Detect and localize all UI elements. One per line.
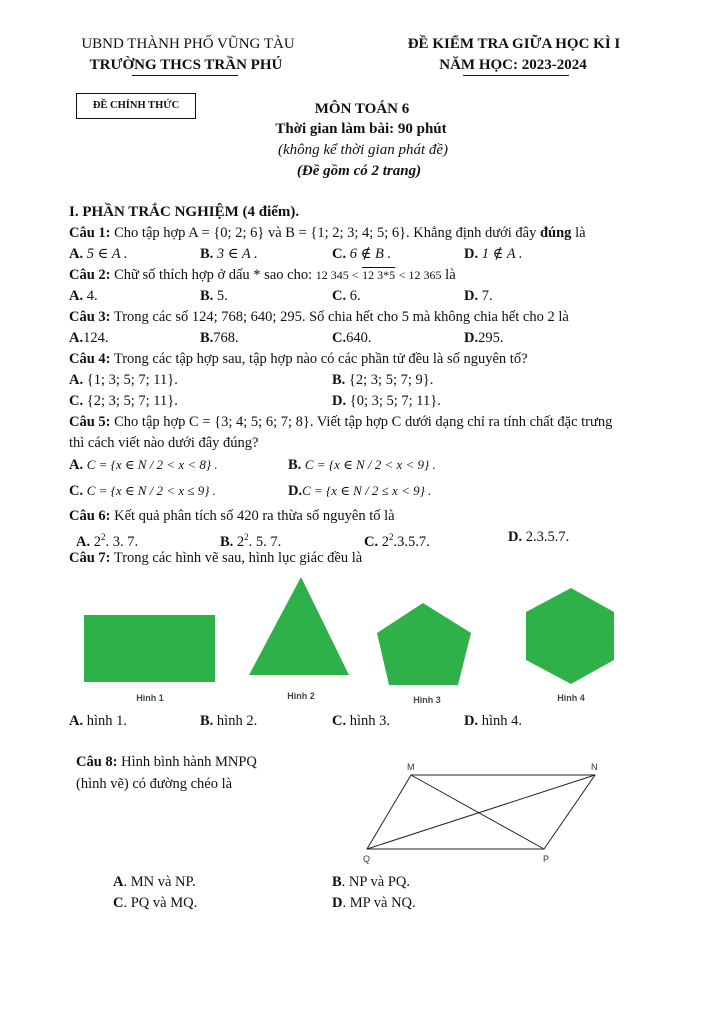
q7-option-d[interactable] — [464, 712, 522, 730]
q5-option-c[interactable] — [69, 482, 216, 500]
q5-a-value: C = {x ∈ N / 2 < x < 8} . — [86, 457, 218, 472]
question-1 — [69, 224, 586, 242]
q6-b-pre: 2 — [233, 533, 245, 550]
q6-a-label: A. — [76, 533, 91, 550]
q6-b-label: B. — [220, 533, 234, 550]
q1-a-label: A. — [69, 246, 84, 262]
official-badge: ĐỀ CHÍNH THỨC — [76, 93, 196, 119]
q4-c-value: {2; 3; 5; 7; 11}. — [83, 393, 178, 409]
page-count: (Đề gồm có 2 trang) — [296, 163, 422, 179]
q7-c-value: hình 3. — [346, 713, 391, 729]
q4-a-label: A. — [69, 372, 84, 388]
q6-option-b[interactable] — [220, 528, 281, 551]
q1-d-label: D. — [464, 246, 479, 262]
question-5-line2: thì cách viết nào dưới đây đúng? — [69, 435, 259, 451]
question-7 — [69, 549, 362, 567]
q7-text: Trong các hình vẽ sau, hình lục giác đều là — [110, 550, 363, 566]
q5-d-value: C = {x ∈ N / 2 ≤ x < 9} . — [302, 483, 432, 498]
q8-text: Hình bình hành MNPQ — [117, 754, 257, 770]
question-8 — [76, 753, 257, 771]
q1-tail: là — [571, 225, 586, 241]
q8-d-label: D — [332, 895, 343, 911]
q8-option-a[interactable] — [113, 873, 196, 891]
question-8-line2: (hình vẽ) có đường chéo là — [76, 776, 233, 792]
q5-c-value: C = {x ∈ N / 2 < x ≤ 9} . — [86, 483, 216, 498]
q2-b-label: B. — [200, 288, 214, 304]
pentagon-shape — [377, 603, 471, 685]
q2-expr-mid: 12 3*5 — [362, 268, 396, 282]
q8-b-label: B — [332, 874, 342, 890]
q3-a-value: 124. — [83, 330, 109, 346]
q1-c-value: 6 ∉ B . — [349, 246, 392, 262]
school-year: NĂM HỌC: 2023-2024 — [439, 57, 587, 73]
time-limit: Thời gian làm bài: 90 phút — [275, 121, 447, 137]
q2-tail: là — [441, 267, 456, 283]
q6-option-d[interactable] — [508, 528, 569, 546]
q2-option-d[interactable] — [464, 287, 493, 305]
figure-1-caption: Hình 1 — [136, 693, 164, 703]
section-title: I. PHẦN TRẮC NGHIỆM (4 điểm). — [69, 204, 300, 220]
q5-c-label: C. — [69, 483, 84, 499]
q2-a-label: A. — [69, 288, 84, 304]
q3-option-c[interactable] — [332, 329, 371, 347]
q8-a-value: . MN và NP. — [123, 874, 196, 890]
vertex-n-label: N — [591, 762, 598, 772]
q3-c-label: C. — [332, 330, 347, 346]
time-note: (không kể thời gian phát đề) — [277, 142, 449, 158]
q6-c-post: .3.5.7. — [393, 533, 430, 550]
q8-a-label: A — [113, 874, 124, 890]
q7-b-value: hình 2. — [213, 713, 258, 729]
q7-a-value: hình 1. — [83, 713, 128, 729]
q3-b-value: 768. — [213, 330, 239, 346]
q5-text: Cho tập hợp C = {3; 4; 5; 6; 7; 8}. Viết tập hợp C dưới dạng chỉ ra tính chất đặc trưng — [110, 414, 613, 430]
q4-d-value: {0; 3; 5; 7; 11}. — [346, 393, 441, 409]
department-name: UBND THÀNH PHỐ VŨNG TÀU — [81, 36, 295, 52]
q7-a-label: A. — [69, 713, 84, 729]
q8-option-d[interactable] — [332, 894, 416, 912]
q7-label: Câu 7: — [69, 550, 111, 566]
q1-a-value: 5 ∈ A . — [86, 246, 128, 262]
q4-c-label: C. — [69, 393, 84, 409]
q4-label: Câu 4: — [69, 351, 111, 367]
q4-b-label: B. — [332, 372, 346, 388]
q2-text: Chữ số thích hợp ở dấu * sao cho: — [110, 267, 316, 283]
q5-option-a[interactable] — [69, 456, 218, 474]
q2-option-b[interactable] — [200, 287, 228, 305]
q4-d-label: D. — [332, 393, 347, 409]
q1-option-c[interactable] — [332, 245, 391, 263]
subject-title: MÔN TOÁN 6 — [314, 101, 410, 117]
q6-c-label: C. — [364, 533, 379, 550]
q1-emph: đúng — [539, 225, 572, 241]
rectangle-shape — [84, 615, 215, 682]
q2-c-label: C. — [332, 288, 347, 304]
q3-b-label: B. — [200, 330, 214, 346]
q3-option-b[interactable] — [200, 329, 239, 347]
q8-label: Câu 8: — [76, 754, 118, 770]
q2-a-value: 4. — [83, 288, 98, 304]
q5-option-d[interactable] — [288, 482, 431, 500]
q6-c-sup: 2 — [388, 532, 394, 542]
q4-text: Trong các tập hợp sau, tập hợp nào có các phần tử đều là số nguyên tố? — [110, 351, 528, 367]
q3-option-d[interactable] — [464, 329, 503, 347]
q2-option-c[interactable] — [332, 287, 361, 305]
q8-c-label: C — [113, 895, 124, 911]
q2-d-label: D. — [464, 288, 479, 304]
q1-b-value: 3 ∈ A . — [216, 246, 258, 262]
q4-option-c[interactable] — [69, 392, 178, 410]
q5-b-value: C = {x ∈ N / 2 < x < 9} . — [304, 457, 436, 472]
triangle-shape — [249, 577, 349, 675]
q5-d-label: D. — [288, 483, 303, 499]
year-underline — [463, 75, 569, 76]
q7-option-c[interactable] — [332, 712, 390, 730]
q2-option-a[interactable] — [69, 287, 98, 305]
school-underline — [132, 75, 238, 76]
q4-option-a[interactable] — [69, 371, 178, 389]
q6-label: Câu 6: — [69, 508, 111, 524]
q2-expr-left: 12 345 < — [315, 268, 359, 282]
q4-a-value: {1; 3; 5; 7; 11}. — [83, 372, 178, 388]
q1-text: Cho tập hợp A = {0; 2; 6} và B = {1; 2; 3; 4; 5; 6}. Khẳng định dưới đây — [110, 225, 540, 241]
q2-label: Câu 2: — [69, 267, 111, 283]
q8-c-value: . PQ và MQ. — [123, 895, 198, 911]
q8-d-value: . MP và NQ. — [342, 895, 416, 911]
figure-2-caption: Hình 2 — [287, 691, 315, 701]
hexagon-shape — [526, 588, 614, 684]
q6-option-a[interactable] — [76, 528, 138, 551]
q2-c-value: 6. — [346, 288, 361, 304]
q6-c-pre: 2 — [378, 533, 389, 550]
q7-d-label: D. — [464, 713, 479, 729]
q6-text: Kết quả phân tích số 420 ra thừa số nguyên tố là — [110, 508, 395, 524]
question-2 — [69, 266, 456, 284]
q4-option-b[interactable] — [332, 371, 433, 389]
q1-option-b[interactable] — [200, 245, 258, 263]
q1-b-label: B. — [200, 246, 214, 262]
q7-d-value: hình 4. — [478, 713, 523, 729]
figure-3-caption: Hình 3 — [413, 695, 441, 705]
vertex-m-label: M — [407, 762, 415, 772]
question-3 — [69, 308, 569, 326]
q6-option-c[interactable] — [364, 528, 430, 551]
q6-a-post: . 3. 7. — [105, 533, 139, 550]
q7-option-a[interactable] — [69, 712, 127, 730]
q1-d-value: 1 ∉ A . — [481, 246, 523, 262]
q7-option-b[interactable] — [200, 712, 257, 730]
q3-text: Trong các số 124; 768; 640; 295. Số chia hết cho 5 mà không chia hết cho 2 là — [110, 309, 569, 325]
diagonal-nq — [367, 775, 595, 849]
q7-c-label: C. — [332, 713, 347, 729]
q1-c-label: C. — [332, 246, 347, 262]
q5-a-label: A. — [69, 457, 84, 473]
q6-d-value: 2.3.5.7. — [522, 529, 570, 545]
q8-option-c[interactable] — [113, 894, 197, 912]
q6-a-sup: 2 — [100, 532, 106, 542]
vertex-q-label: Q — [363, 854, 371, 864]
question-5 — [69, 413, 612, 431]
q5-option-b[interactable] — [288, 456, 436, 474]
q3-option-a[interactable] — [69, 329, 108, 347]
diagonal-mp — [411, 775, 544, 849]
parallelogram-figure — [355, 755, 615, 870]
q3-d-label: D. — [464, 330, 479, 346]
question-6 — [69, 507, 395, 525]
q2-d-value: 7. — [478, 288, 493, 304]
q3-c-value: 640. — [346, 330, 372, 346]
q3-label: Câu 3: — [69, 309, 111, 325]
q3-d-value: 295. — [478, 330, 504, 346]
q4-b-value: {2; 3; 5; 7; 9}. — [345, 372, 434, 388]
q1-label: Câu 1: — [69, 225, 111, 241]
q4-option-d[interactable] — [332, 392, 441, 410]
q6-b-post: . 5. 7. — [248, 533, 282, 550]
q1-option-d[interactable] — [464, 245, 523, 263]
shapes-figure — [0, 570, 725, 710]
q5-b-label: B. — [288, 457, 302, 473]
exam-title: ĐỀ KIỂM TRA GIỮA HỌC KÌ I — [407, 36, 621, 52]
q6-a-pre: 2 — [90, 533, 101, 550]
question-4 — [69, 350, 528, 368]
q8-b-value: . NP và PQ. — [341, 874, 411, 890]
q8-option-b[interactable] — [332, 873, 410, 891]
q5-label: Câu 5: — [69, 414, 111, 430]
q2-b-value: 5. — [213, 288, 228, 304]
q7-b-label: B. — [200, 713, 214, 729]
school-name: TRƯỜNG THCS TRẦN PHÚ — [89, 57, 283, 73]
q6-d-label: D. — [508, 529, 523, 545]
vertex-p-label: P — [543, 854, 550, 864]
q2-expr-right: < 12 365 — [398, 268, 442, 282]
q3-a-label: A. — [69, 330, 84, 346]
q6-b-sup: 2 — [244, 532, 249, 542]
q1-option-a[interactable] — [69, 245, 128, 263]
figure-4-caption: Hình 4 — [557, 693, 585, 703]
